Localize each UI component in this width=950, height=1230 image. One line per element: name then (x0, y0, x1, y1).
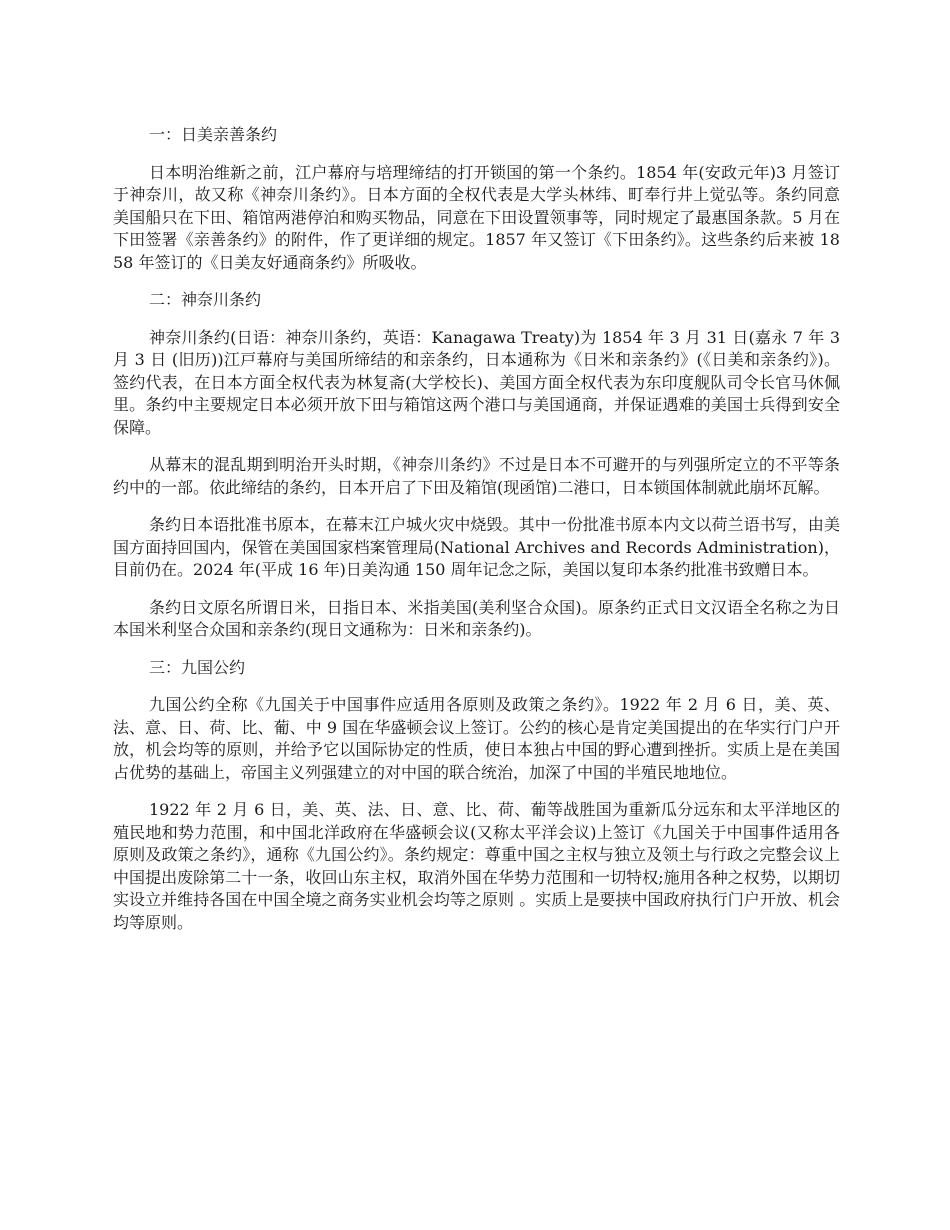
section-heading: 三：九国公约 (149, 657, 246, 677)
paragraph: 九国公约全称《九国关于中国事件应适用各原则及政策之条约》。1922 年 2 月 6 日，美、英、法、意、日、荷、比、葡、中 9 国在华盛顿会议上签订。公约的核心是肯定美国提出的在华实行门户开放，机会均等的原则，并给予它以国际协定的性质，使日本独占中国的野心遭到挫折。实质上是在美国占优势的基础上，帝国主义列强建立的对中国的联合统治，加深了中国的半殖民地地位。 (113, 695, 840, 782)
section-1 (113, 124, 840, 274)
section-heading: 一：日美亲善条约 (149, 125, 278, 144)
section-3 (113, 657, 840, 935)
paragraph: 神奈川条约(日语：神奈川条约，英语：Kanagawa Treaty)为 1854 年 3 月 31 日(嘉永 7 年 3 月 3 日 (旧历))江戸幕府与美国所缔结的和亲条约，日本通称为《日米和亲条约》(《日美和亲条约》)。签约代表，在日本方面全权代表为林复斋(大学校长)、美国方面全权代表为东印度舰队司令长官马休佩里。条约中主要规定日本必须开放下田与箱馆这两个港口与美国通商，并保证遇难的美国士兵得到安全保障。 (113, 327, 840, 437)
section-2 (113, 289, 840, 642)
section-heading: 二：神奈川条约 (149, 290, 262, 309)
paragraph: 条约日文原名所谓日米，日指日本、米指美国(美利坚合众国)。原条约正式日文汉语全名称之为日本国米利坚合众国和亲条约(现日文通称为：日米和亲条约)。 (113, 597, 840, 639)
paragraph: 条约日本语批准书原本，在幕末江户城火灾中烧毁。其中一份批准书原本内文以荷兰语书写，由美国方面持回国内，保管在美国国家档案管理局(National Archives and Records Administration)，目前仍在。2024 年(平成 16 年)日美沟通 150 周年记念之际，美国以复印本条约批准书致赠日本。 (113, 515, 840, 579)
paragraph: 从幕末的混乱期到明治开头时期，《神奈川条约》不过是日本不可避开的与列强所定立的不平等条约中的一部。依此缔结的条约，日本开启了下田及箱馆(现函馆)二港口，日本锁国体制就此崩坏瓦解。 (113, 455, 840, 497)
paragraph: 日本明治维新之前，江户幕府与培理缔结的打开锁国的第一个条约。1854 年(安政元年)3 月签订于神奈川，故又称《神奈川条约》。日本方面的全权代表是大学头林纬、町奉行井上觉弘等。条约同意美国船只在下田、箱馆两港停泊和购买物品，同意在下田设置领事等，同时规定了最惠国条款。5 月在下田签署《亲善条约》的附件，作了更详细的规定。1857 年又签订《下田条约》。这些条约后来被 1858 年签订的《日美友好通商条约》所吸收。 (113, 162, 840, 272)
paragraph: 1922 年 2 月 6 日，美、英、法、日、意、比、荷、葡等战胜国为重新瓜分远东和太平洋地区的殖民地和势力范围，和中国北洋政府在华盛顿会议(又称太平洋会议)上签订《九国关于中国事件适用各原则及政策之条约》，通称《九国公约》。条约规定：尊重中国之主权与独立及领土与行政之完整会议上中国提出废除第二十一条，收回山东主权，取消外国在华势力范围和一切特权;施用各种之权势，以期切实设立并维持各国在中国全境之商务实业机会均等之原则 。实质上是要挟中国政府执行门户开放、机会均等原则。 (113, 800, 840, 932)
